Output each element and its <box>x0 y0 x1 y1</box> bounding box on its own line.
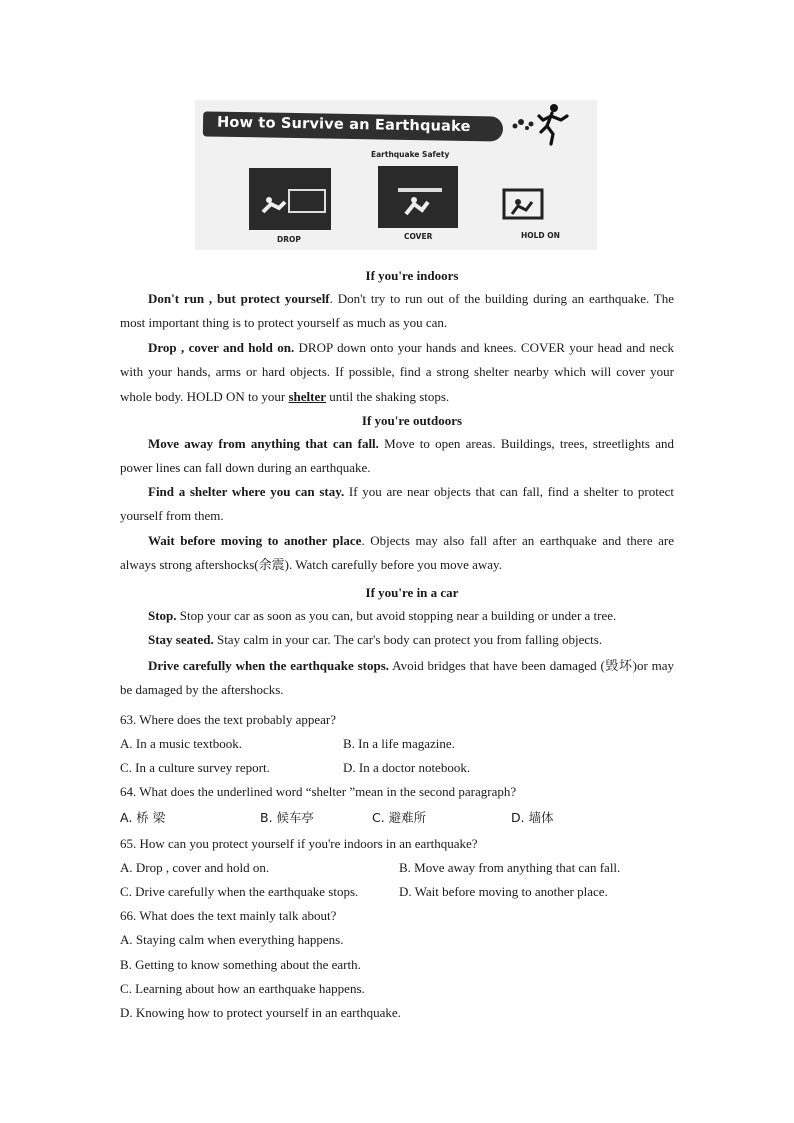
hold-on-panel <box>500 184 546 226</box>
question-65-option-b[interactable]: B. Move away from anything that can fall. <box>399 860 621 875</box>
drop-illustration-icon <box>249 168 331 230</box>
paragraph-body: Move to open areas. Buildings, trees, streetlights and power lines can fall down during an earthquake. <box>120 436 674 476</box>
paragraph-body: Stay calm in your car. The car's body can protect you from falling objects. <box>213 632 603 647</box>
question-63-option-a[interactable]: A. In a music textbook. <box>120 736 243 751</box>
question-65-stem: 65. How can you protect yourself if you're indoors in an earthquake? <box>120 836 478 851</box>
running-person-icon <box>507 102 577 146</box>
question-64-option-b[interactable]: B. 候车亭 <box>260 810 315 825</box>
banner-title-bar <box>203 111 503 141</box>
question-66-option-a[interactable]: A. Staying calm when everything happens. <box>120 932 344 947</box>
paragraph-indoors-2 <box>120 336 674 409</box>
paragraph-body: Stop your car as soon as you can, but avoid stopping near a building or under a tree. <box>176 608 617 623</box>
drop-caption: DROP <box>277 235 301 244</box>
paragraph-lead: Find a shelter where you can stay. <box>148 484 345 499</box>
section-heading-outdoors: If you're outdoors <box>361 413 463 428</box>
paragraph-body: Avoid bridges that have been damaged (毁坏)or may be damaged by the aftershocks. <box>120 658 674 698</box>
question-65-option-d[interactable]: D. Wait before moving to another place. <box>399 884 608 899</box>
earthquake-banner-image <box>195 100 597 250</box>
paragraph-lead: Drive carefully when the earthquake stops. <box>148 658 390 673</box>
paragraph-body: DROP down onto your hands and knees. COVER your head and neck with your hands, arms or hard objects. If possible, find a strong shelter nearby which will cover your whole body. HOLD ON to your <box>120 340 674 404</box>
banner-title: How to Survive an Earthquake <box>216 114 471 136</box>
paragraph-body: If you are near objects that can fall, find a shelter to protect yourself from them. <box>120 484 674 524</box>
question-63-option-c[interactable]: C. In a culture survey report. <box>120 760 270 775</box>
question-65-option-c[interactable]: C. Drive carefully when the earthquake stops. <box>120 884 359 899</box>
question-64-stem: 64. What does the underlined word “shelter ”mean in the second paragraph? <box>120 784 517 799</box>
question-66-option-b[interactable]: B. Getting to know something about the earth. <box>120 957 361 972</box>
paragraph-body: . Objects may also fall after an earthquake and there are always strong aftershocks(余震). Watch carefully before you move away. <box>120 533 674 573</box>
question-65-option-a[interactable]: A. Drop , cover and hold on. <box>120 860 270 875</box>
question-64-option-a[interactable]: A. 桥 梁 <box>120 810 166 825</box>
question-66-option-c[interactable]: C. Learning about how an earthquake happens. <box>120 981 365 996</box>
paragraph-body: . Don't try to run out of the building during an earthquake. The most important thing is to protect yourself as much as you can. <box>120 291 675 331</box>
question-66-option-d[interactable]: D. Knowing how to protect yourself in an earthquake. <box>120 1005 401 1020</box>
paragraph-car-2 <box>120 628 674 652</box>
underlined-word-shelter: shelter <box>288 388 327 404</box>
paragraph-indoors-1 <box>120 287 674 336</box>
paragraph-car-1 <box>120 604 674 628</box>
question-63-stem: 63. Where does the text probably appear? <box>120 712 336 727</box>
paragraph-outdoors-1 <box>120 432 674 481</box>
paragraph-lead: Don't run , but protect yourself <box>148 291 330 306</box>
safety-subtitle: Earthquake Safety <box>371 150 450 159</box>
question-64-option-c[interactable]: C. 避难所 <box>372 810 427 825</box>
paragraph-outdoors-2 <box>120 480 674 529</box>
drop-panel <box>249 168 331 230</box>
paragraph-car-3 <box>120 654 674 703</box>
paragraph-outdoors-3 <box>120 529 674 578</box>
question-63-option-d[interactable]: D. In a doctor notebook. <box>343 760 471 775</box>
paragraph-lead: Drop , cover and hold on. <box>148 340 295 355</box>
paragraph-lead: Wait before moving to another place <box>148 533 362 548</box>
section-heading-indoors: If you're indoors <box>365 268 459 283</box>
cover-caption: COVER <box>404 232 433 241</box>
section-heading-car: If you're in a car <box>365 585 459 600</box>
cover-panel <box>378 166 458 228</box>
question-64-option-d[interactable]: D. 墙体 <box>511 810 554 825</box>
paragraph-lead: Move away from anything that can fall. <box>148 436 379 451</box>
question-66-stem: 66. What does the text mainly talk about? <box>120 908 337 923</box>
question-63-option-b[interactable]: B. In a life magazine. <box>343 736 455 751</box>
paragraph-lead: Stop. <box>148 608 177 623</box>
cover-illustration-icon <box>378 166 458 228</box>
hold-on-caption: HOLD ON <box>521 231 560 240</box>
paragraph-tail: until the shaking stops. <box>326 388 450 404</box>
hold-on-illustration-icon <box>500 184 546 226</box>
paragraph-lead: Stay seated. <box>148 632 214 647</box>
